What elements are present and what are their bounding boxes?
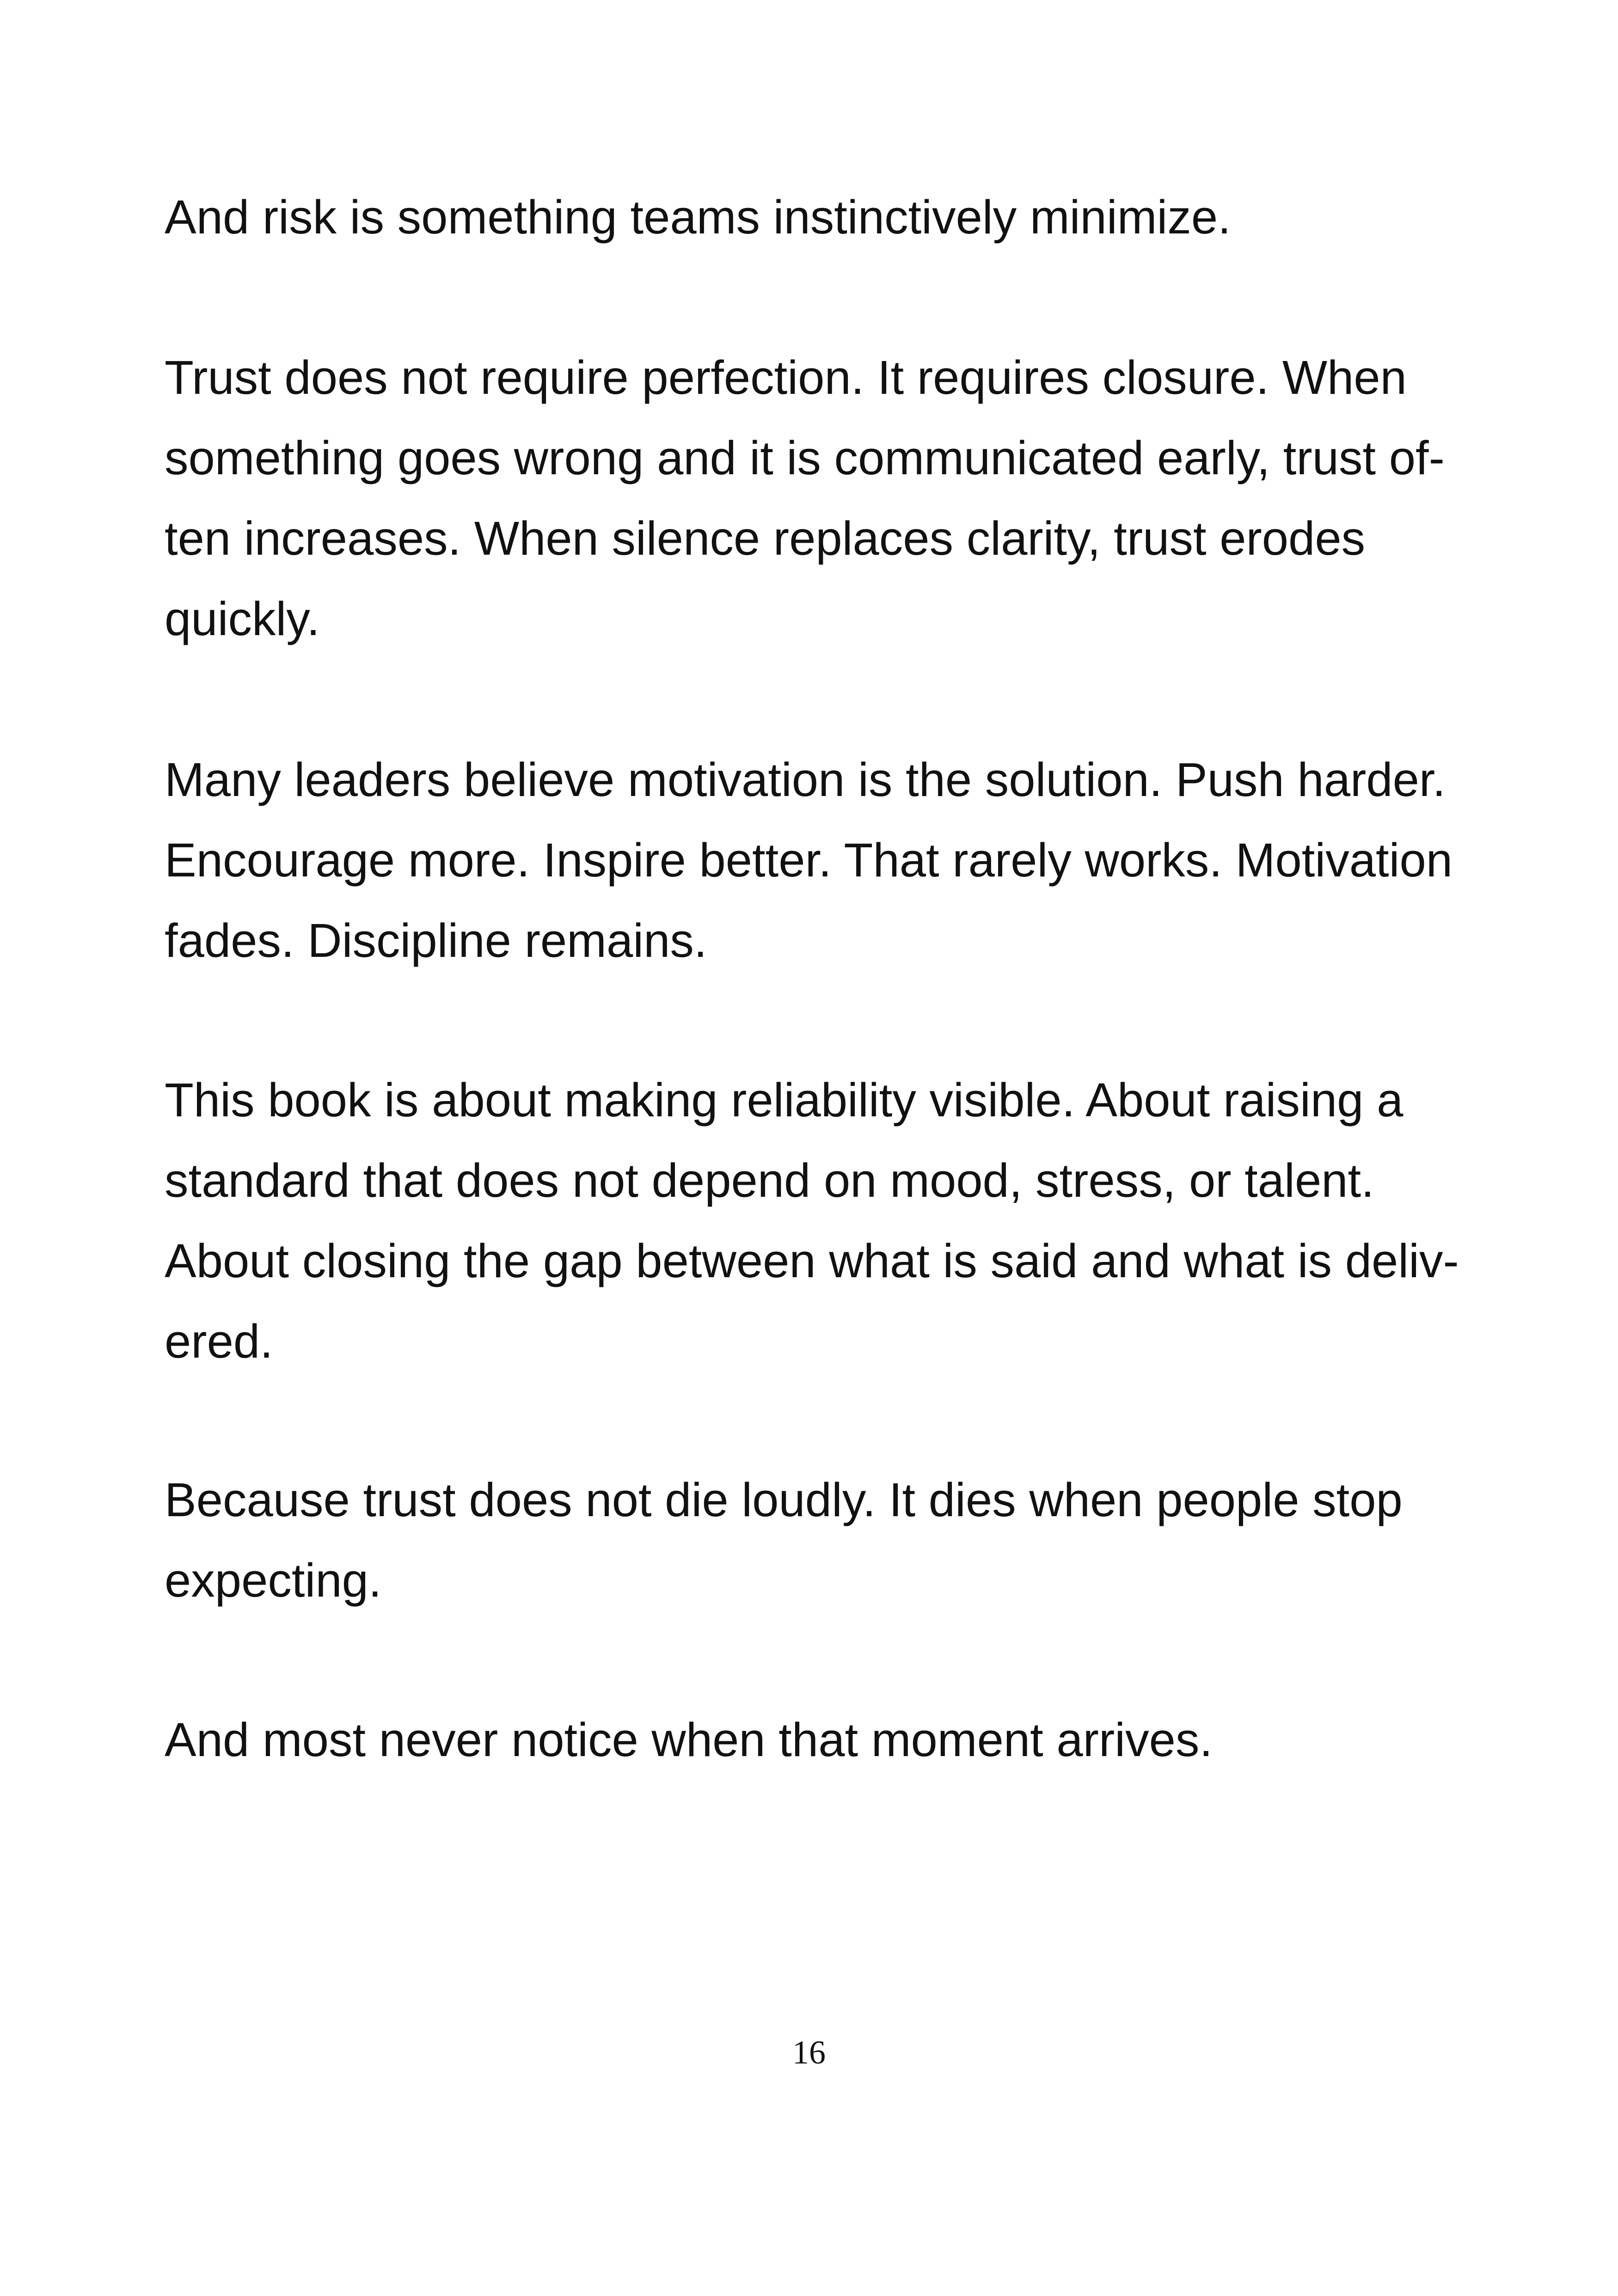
paragraph-line: standard that does not depend on mood, stress, or talent. (165, 1154, 1374, 1207)
paragraph-line: Encourage more. Inspire better. That rarely works. Motivation (165, 833, 1453, 887)
paragraph-line: Because trust does not die loudly. It dies when people stop (165, 1473, 1403, 1526)
paragraph-risk (165, 177, 1459, 257)
paragraph-line: ten increases. When silence replaces clarity, trust erodes (165, 512, 1366, 565)
paragraph-line: something goes wrong and it is communicated early, trust of- (165, 431, 1445, 484)
paragraph-line: Many leaders believe motivation is the solution. Push harder. (165, 753, 1446, 806)
paragraph-line: About closing the gap between what is said and what is deliv- (165, 1234, 1459, 1287)
paragraph-closing (165, 1700, 1459, 1780)
paragraph-line: This book is about making reliability visible. About raising a (165, 1073, 1403, 1127)
paragraph-line: quickly. (165, 592, 320, 645)
paragraph-line: And most never notice when that moment arrives. (165, 1713, 1213, 1766)
page-number: 16 (792, 2034, 826, 2071)
paragraph-line: Trust does not require perfection. It requires closure. When (165, 351, 1407, 404)
paragraph-trust-dies (165, 1460, 1459, 1621)
paragraph-motivation (165, 740, 1459, 981)
paragraph-line: And risk is something teams instinctively minimize. (165, 190, 1231, 244)
paragraph-trust-closure (165, 337, 1459, 659)
paragraph-line: ered. (165, 1315, 273, 1368)
paragraph-book-purpose (165, 1060, 1459, 1382)
paragraph-line: fades. Discipline remains. (165, 914, 707, 967)
paragraph-line: expecting. (165, 1554, 382, 1607)
